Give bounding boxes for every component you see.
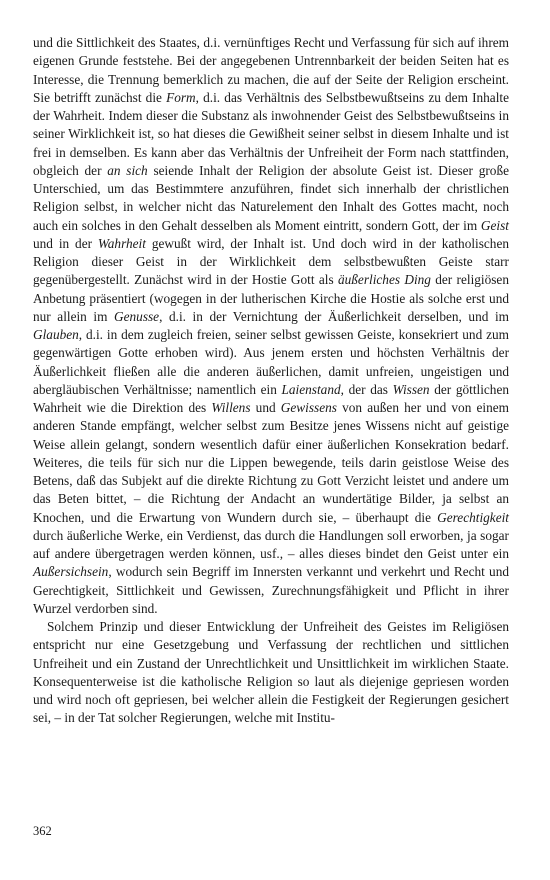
emphasized-text: Geist [480, 217, 509, 233]
emphasized-text: Wahrheit [97, 235, 146, 251]
emphasized-text: Genusse [114, 308, 160, 324]
text-run: seiende Inhalt der Religion der absolute Geist ist. Dieser große Unterschied, um das Bestimmtere anzuführen, findet sich innerhalb der christlichen Religion selbst, in welcher nicht das Naturelement den Inhalt des Gottes macht, noch auch ein solches in den Gehalt desselben als Moment eintritt, sondern Gott, der im [33, 162, 509, 233]
text-run: , d.i. das Verhältnis des Selbstbewußtseins zu dem Inhalte der Wahrheit. Indem dieser die Substanz als inwohnender Geist des Selbstbewußtseins in seiner Wirklichkeit ist, so hat dieses die Gewißheit seiner selbst in diesem Inhalte und ist frei in demselben. Es kann aber das Verhältnis der Unfreiheit der Form nach stattfinden, obgleich der [33, 89, 510, 178]
text-run: , wodurch sein Begriff im Innersten verkannt und verkehrt und Recht und Gerechtigkeit, Sittlichkeit und Gewissen, Zurechnungsfähigkeit und Pflicht in ihrer Wurzel verdorben sind. [33, 564, 509, 616]
emphasized-text: Außersichsein [33, 564, 109, 580]
page-body [33, 34, 509, 728]
text-run: der religiösen Anbetung präsentiert (wogegen in der lutherischen Kirche die Hostie als solche erst und nur allein im [33, 272, 509, 324]
emphasized-text: Gerechtigkeit [437, 509, 509, 525]
text-run: und in der [33, 235, 98, 251]
emphasized-text: Willens [211, 400, 251, 415]
text-run: gewußt wird, der Inhalt ist. Und doch wird in der katholischen Religion dieser Geist in der Wirklichkeit dem selbstbewußten Geiste starr gegenübergestellt. Zunächst wird in der Hostie Gott als [33, 235, 510, 288]
emphasized-text: äußerliches Ding [337, 272, 431, 288]
text-run: der göttlichen Wahrheit wie die Direktion des [33, 381, 509, 415]
text-run: , d.i. in der Vernichtung der Äußerlichkeit derselben, und im [159, 308, 509, 324]
emphasized-text: Form [166, 89, 196, 105]
emphasized-text: Glauben [33, 327, 79, 342]
text-run: Solchem Prinzip und dieser Entwicklung der Unfreiheit des Geistes im Religiösen entspricht nur eine Gesetzgebung und Verfassung der rechtlichen und sittlichen Unfreiheit und ein Zustand der Unrechtlichkeit und Unsittlichkeit im wirklichen Staate. Konsequenterweise ist die katholische Religion so laut als diejenige gepriesen worden und wird noch oft gepriesen, bei welcher allein die Festigkeit der Regierungen gesichert sei, – in der Tat solcher Regierungen, welche mit Institu- [33, 619, 509, 726]
paragraph [33, 34, 509, 618]
text-run: und die Sittlichkeit des Staates, d.i. vernünftiges Recht und Verfassung für sich auf ihrem eigenen Grunde feststehe. Bei der angegebenen Untrennbarkeit der beiden Seiten hat es Interesse, die Trennung bemerklich zu machen, die auf der Seite der Religion erscheint. Sie betrifft zunächst die [33, 35, 509, 105]
text-run: durch äußerliche Werke, ein Verdienst, das durch die Handlungen soll erworben, ja sogar auf andere übergetragen werden können, usf., – alles dieses bindet den Geist unter ein [33, 527, 509, 561]
page-number: 362 [33, 824, 52, 838]
emphasized-text: Wissen [392, 381, 430, 397]
emphasized-text: Laienstand [281, 381, 341, 397]
paragraph [33, 618, 509, 728]
text-run: und [250, 400, 281, 415]
text-run: , der das [340, 381, 393, 397]
text-run: von außen her und von einem anderen Stande empfängt, welcher selbst zum Besitze jenes Wissens nicht auf geistige Weise allein gelangt, sondern wesentlich dafür einer äußerlichen Konsekration bedarf. Weiteres, die teils für sich nur die Lippen bewegende, teils darin geistlose Weise des Betens, daß das Subjekt auf die direkte Richtung zu Gott Verzicht leistet und andere um das Beten bittet, – die Richtung der Andacht an wundertätige Bilder, ja selbst an Knochen, und die Erwartung von Wundern durch sie, – überhaupt die [33, 400, 509, 525]
text-run: , d.i. in dem zugleich freien, seiner selbst gewissen Geiste, konsekriert und zum gegenwärtigen Gotte erhoben wird). Aus jenem ersten und höchsten Verhältnis der Äußerlichkeit fließen alle die anderen äußerlichen, damit unfreien, ungeistigen und abergläubischen Verhältnisse; namentlich ein [33, 327, 509, 397]
emphasized-text: Gewissens [280, 400, 337, 415]
emphasized-text: an sich [107, 162, 148, 178]
